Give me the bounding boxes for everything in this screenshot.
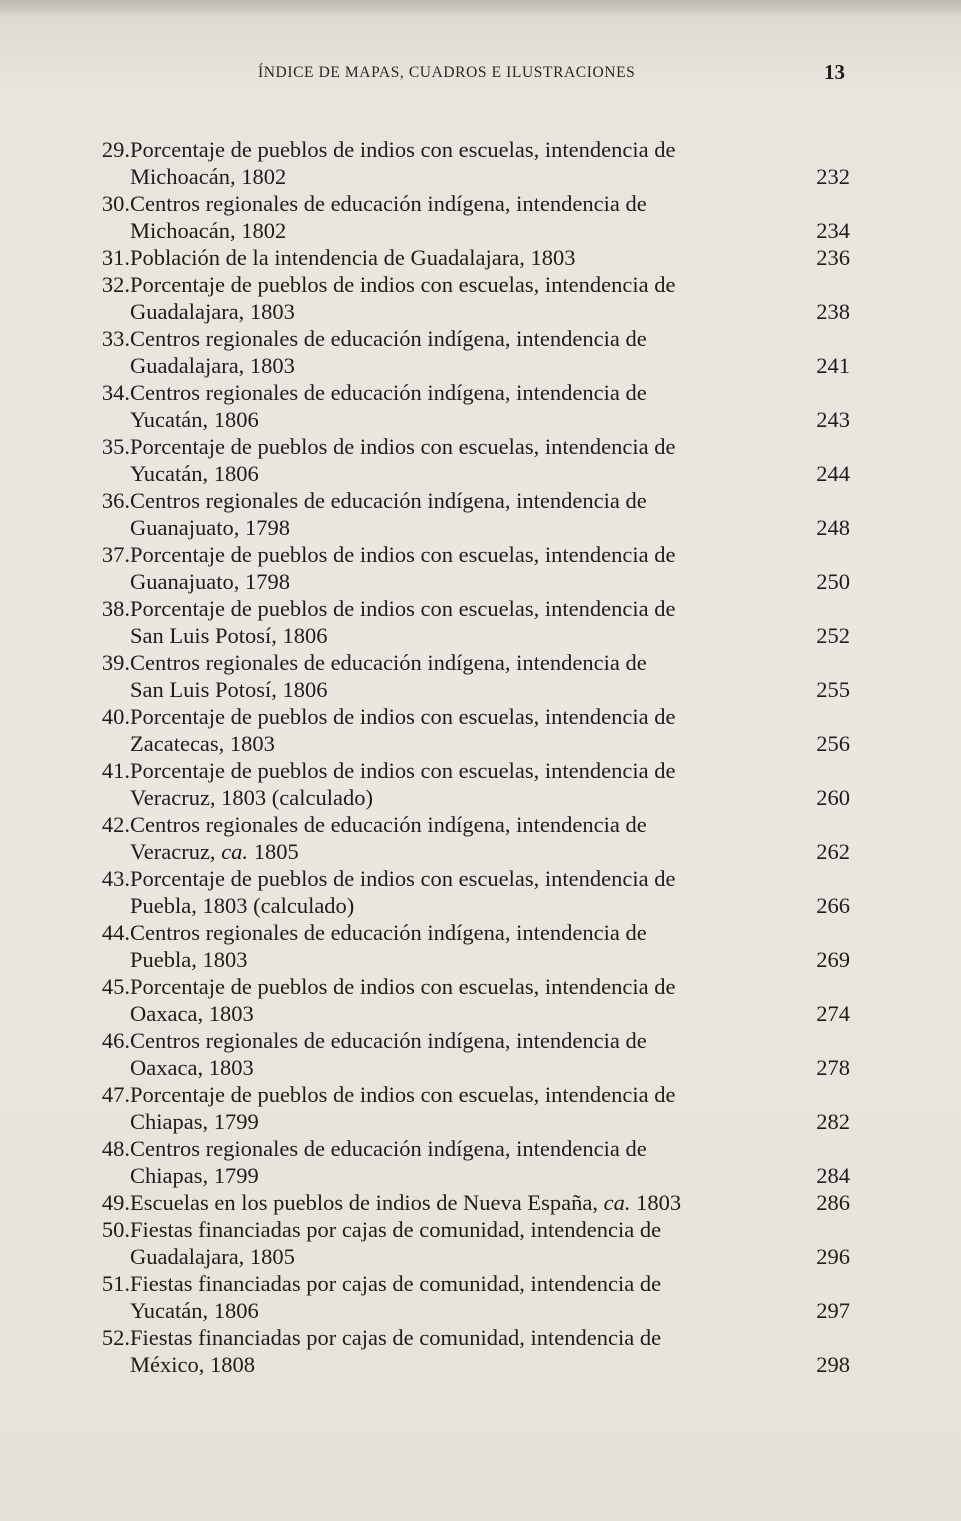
entry-line-2 bbox=[130, 352, 770, 379]
entry-line-2-text: Guadalajara, 1805 bbox=[130, 1244, 295, 1269]
toc-entry bbox=[96, 379, 852, 433]
entry-line-1-text: Fiestas financiadas por cajas de comunidad, intendencia de bbox=[130, 1217, 662, 1242]
toc-entry bbox=[96, 244, 852, 271]
toc-entry bbox=[96, 1270, 852, 1324]
entry-page: 278 bbox=[816, 1055, 850, 1080]
entry-number: 48. bbox=[101, 1136, 130, 1161]
entry-line-1 bbox=[130, 973, 770, 1000]
entry-page: 260 bbox=[816, 785, 850, 810]
entry-line-2 bbox=[130, 892, 770, 919]
entry-line-2-text: Yucatán, 1806 bbox=[130, 461, 259, 486]
entry-title bbox=[130, 1135, 770, 1189]
entry-title bbox=[130, 1081, 770, 1135]
entry-line-2-text: Yucatán, 1806 bbox=[130, 407, 259, 432]
entry-line-1 bbox=[130, 325, 770, 352]
entry-line-2 bbox=[130, 217, 770, 244]
toc-entry bbox=[96, 757, 852, 811]
entry-number: 45. bbox=[101, 974, 130, 999]
entry-line-1-text: Centros regionales de educación indígena, intendencia de bbox=[130, 488, 647, 513]
entry-page: 274 bbox=[816, 1001, 850, 1026]
entry-line-2-text: Yucatán, 1806 bbox=[130, 1298, 259, 1323]
entry-title bbox=[130, 811, 770, 865]
entry-title bbox=[130, 1270, 770, 1324]
entry-line-1-text: Porcentaje de pueblos de indios con escuelas, intendencia de bbox=[130, 542, 676, 567]
entry-title bbox=[130, 757, 770, 811]
entry-line-1-text: Centros regionales de educación indígena, intendencia de bbox=[130, 920, 647, 945]
entry-line-1 bbox=[130, 1270, 770, 1297]
entry-line-1-text: Porcentaje de pueblos de indios con escuelas, intendencia de bbox=[130, 137, 676, 162]
entry-page: 297 bbox=[816, 1298, 850, 1323]
entry-number: 31. bbox=[101, 245, 130, 270]
entry-line-2-text: Puebla, 1803 bbox=[130, 947, 248, 972]
entry-title bbox=[130, 325, 770, 379]
entry-number: 32. bbox=[101, 272, 130, 297]
entry-page: 236 bbox=[816, 245, 850, 270]
entry-title bbox=[130, 271, 770, 325]
entry-line-2 bbox=[130, 298, 770, 325]
toc-entry bbox=[96, 1324, 852, 1378]
entry-line-2-text: Guanajuato, 1798 bbox=[130, 515, 290, 540]
entry-page: 286 bbox=[816, 1190, 850, 1215]
entry-line-1-text: Porcentaje de pueblos de indios con escuelas, intendencia de bbox=[130, 1082, 676, 1107]
entry-number: 52. bbox=[101, 1325, 130, 1350]
entry-line-1-text: Población de la intendencia de Guadalajara, 1803 bbox=[130, 245, 576, 270]
entry-page: 269 bbox=[816, 947, 850, 972]
entry-line-1 bbox=[130, 1324, 770, 1351]
entry-line-2 bbox=[130, 622, 770, 649]
entry-line-2-text: Guadalajara, 1803 bbox=[130, 353, 295, 378]
entry-line-2 bbox=[130, 460, 770, 487]
entry-page: 252 bbox=[816, 623, 850, 648]
entry-line-1-text: Centros regionales de educación indígena, intendencia de bbox=[130, 191, 647, 216]
entry-line-2-text: Chiapas, 1799 bbox=[130, 1109, 259, 1134]
entry-line-2 bbox=[130, 838, 770, 865]
entry-number: 37. bbox=[101, 542, 130, 567]
entry-line-2 bbox=[130, 1297, 770, 1324]
entry-number: 47. bbox=[101, 1082, 130, 1107]
toc-entry bbox=[96, 1081, 852, 1135]
entry-page: 241 bbox=[816, 353, 850, 378]
entry-line-1 bbox=[130, 136, 770, 163]
entry-line-1-text: Porcentaje de pueblos de indios con escuelas, intendencia de bbox=[130, 704, 676, 729]
entry-line-1 bbox=[130, 649, 770, 676]
entry-line-2-text: San Luis Potosí, 1806 bbox=[130, 677, 328, 702]
entry-line-1 bbox=[130, 1135, 770, 1162]
entry-line-2 bbox=[130, 514, 770, 541]
entry-line-2-text: México, 1808 bbox=[130, 1352, 255, 1377]
entry-line-2 bbox=[130, 784, 770, 811]
entry-line-1 bbox=[130, 919, 770, 946]
entry-line-1-text: Escuelas en los pueblos de indios de Nueva España, bbox=[130, 1190, 604, 1215]
toc-entry bbox=[96, 595, 852, 649]
entry-line-1 bbox=[130, 541, 770, 568]
toc-entry bbox=[96, 1135, 852, 1189]
entry-line-2 bbox=[130, 1351, 770, 1378]
entry-page: 250 bbox=[816, 569, 850, 594]
entry-line-2-text: Puebla, 1803 (calculado) bbox=[130, 893, 355, 918]
entry-number: 42. bbox=[101, 812, 130, 837]
entry-line-2-text: Michoacán, 1802 bbox=[130, 218, 287, 243]
toc-entry bbox=[96, 649, 852, 703]
toc-entry bbox=[96, 865, 852, 919]
entry-line-2-text: Oaxaca, 1803 bbox=[130, 1001, 254, 1026]
entry-line-1 bbox=[130, 595, 770, 622]
toc-entry bbox=[96, 973, 852, 1027]
entry-line-1 bbox=[130, 271, 770, 298]
entry-page: 282 bbox=[816, 1109, 850, 1134]
toc-entry bbox=[96, 1216, 852, 1270]
entry-page: 243 bbox=[816, 407, 850, 432]
entry-title bbox=[130, 649, 770, 703]
page-top-edge bbox=[0, 0, 961, 18]
page-number: 13 bbox=[824, 60, 845, 84]
entry-title bbox=[130, 541, 770, 595]
entry-line-1 bbox=[130, 1189, 770, 1216]
toc-entry bbox=[96, 325, 852, 379]
entry-number: 29. bbox=[101, 137, 130, 162]
entry-line-2-after: 1805 bbox=[248, 839, 299, 864]
entry-line-1-text: Porcentaje de pueblos de indios con escuelas, intendencia de bbox=[130, 272, 676, 297]
toc-entry bbox=[96, 811, 852, 865]
entry-number: 34. bbox=[101, 380, 130, 405]
entry-line-2 bbox=[130, 676, 770, 703]
entry-line-1-text: Centros regionales de educación indígena, intendencia de bbox=[130, 326, 647, 351]
entry-number: 33. bbox=[101, 326, 130, 351]
entry-line-2 bbox=[130, 946, 770, 973]
entry-page: 296 bbox=[816, 1244, 850, 1269]
entry-number: 39. bbox=[101, 650, 130, 675]
entry-line-1-text: Centros regionales de educación indígena, intendencia de bbox=[130, 812, 647, 837]
entry-number: 35. bbox=[101, 434, 130, 459]
toc-entry bbox=[96, 1027, 852, 1081]
entry-line-1-text: Porcentaje de pueblos de indios con escuelas, intendencia de bbox=[130, 758, 676, 783]
entry-line-1-text: Porcentaje de pueblos de indios con escuelas, intendencia de bbox=[130, 974, 676, 999]
entry-line-2-text: Zacatecas, 1803 bbox=[130, 731, 275, 756]
entry-page: 256 bbox=[816, 731, 850, 756]
entry-line-1 bbox=[130, 244, 770, 271]
entry-line-1-text: Fiestas financiadas por cajas de comunidad, intendencia de bbox=[130, 1325, 662, 1350]
entry-number: 46. bbox=[101, 1028, 130, 1053]
entry-line-2 bbox=[130, 1243, 770, 1270]
entry-number: 50. bbox=[101, 1217, 130, 1242]
entry-page: 238 bbox=[816, 299, 850, 324]
entry-line-1 bbox=[130, 1216, 770, 1243]
entry-number: 44. bbox=[101, 920, 130, 945]
toc-entry bbox=[96, 271, 852, 325]
entry-number: 43. bbox=[101, 866, 130, 891]
entry-line-2-text: Oaxaca, 1803 bbox=[130, 1055, 254, 1080]
entry-title bbox=[130, 1027, 770, 1081]
entry-number: 38. bbox=[101, 596, 130, 621]
toc-entry bbox=[96, 190, 852, 244]
entry-line-1 bbox=[130, 433, 770, 460]
entry-line-2 bbox=[130, 730, 770, 757]
entry-number: 36. bbox=[101, 488, 130, 513]
entry-line-1-text: Porcentaje de pueblos de indios con escuelas, intendencia de bbox=[130, 596, 676, 621]
entry-line-1-text: Fiestas financiadas por cajas de comunidad, intendencia de bbox=[130, 1271, 662, 1296]
entry-title bbox=[130, 703, 770, 757]
entry-line-2-text: Chiapas, 1799 bbox=[130, 1163, 259, 1188]
entry-title bbox=[130, 973, 770, 1027]
entry-page: 262 bbox=[816, 839, 850, 864]
entry-line-1 bbox=[130, 487, 770, 514]
entry-line-1 bbox=[130, 757, 770, 784]
entry-line-1-italic: ca. bbox=[603, 1190, 631, 1215]
toc-entry bbox=[96, 487, 852, 541]
entry-line-1-text: Centros regionales de educación indígena, intendencia de bbox=[130, 1136, 647, 1161]
entry-line-1 bbox=[130, 1081, 770, 1108]
entry-title bbox=[130, 595, 770, 649]
entry-page: 266 bbox=[816, 893, 850, 918]
entry-page: 232 bbox=[816, 164, 850, 189]
entry-line-1 bbox=[130, 1027, 770, 1054]
entry-page: 234 bbox=[816, 218, 850, 243]
entry-line-1 bbox=[130, 379, 770, 406]
entry-line-2 bbox=[130, 1054, 770, 1081]
entry-title bbox=[130, 379, 770, 433]
toc-entry bbox=[96, 136, 852, 190]
entry-page: 298 bbox=[816, 1352, 850, 1377]
entry-line-1 bbox=[130, 703, 770, 730]
entry-title bbox=[130, 244, 770, 271]
entry-line-2 bbox=[130, 1000, 770, 1027]
running-header: ÍNDICE DE MAPAS, CUADROS E ILUSTRACIONES bbox=[258, 64, 636, 81]
entry-number: 49. bbox=[101, 1190, 130, 1215]
entry-line-2 bbox=[130, 406, 770, 433]
entry-line-2-text: San Luis Potosí, 1806 bbox=[130, 623, 328, 648]
entry-line-1 bbox=[130, 865, 770, 892]
entry-title bbox=[130, 1189, 770, 1216]
entry-page: 284 bbox=[816, 1163, 850, 1188]
entry-line-2 bbox=[130, 163, 770, 190]
entry-line-2 bbox=[130, 1108, 770, 1135]
entry-number: 51. bbox=[101, 1271, 130, 1296]
entry-line-2-text: Michoacán, 1802 bbox=[130, 164, 287, 189]
entry-title bbox=[130, 919, 770, 973]
entry-line-1-text: Centros regionales de educación indígena, intendencia de bbox=[130, 380, 647, 405]
entry-page: 248 bbox=[816, 515, 850, 540]
entry-number: 41. bbox=[101, 758, 130, 783]
toc-entry bbox=[96, 1189, 852, 1216]
toc-entry bbox=[96, 433, 852, 487]
entry-title bbox=[130, 433, 770, 487]
entry-line-1-text: Centros regionales de educación indígena, intendencia de bbox=[130, 650, 647, 675]
entry-number: 30. bbox=[101, 191, 130, 216]
toc-entry bbox=[96, 703, 852, 757]
entry-line-1-text: Porcentaje de pueblos de indios con escuelas, intendencia de bbox=[130, 866, 676, 891]
toc-entry bbox=[96, 541, 852, 595]
entry-page: 244 bbox=[816, 461, 850, 486]
entry-line-2-text: Veracruz, 1803 (calculado) bbox=[130, 785, 373, 810]
entry-title bbox=[130, 136, 770, 190]
entry-line-2 bbox=[130, 1162, 770, 1189]
entry-line-1-text: Centros regionales de educación indígena, intendencia de bbox=[130, 1028, 647, 1053]
entry-title bbox=[130, 1324, 770, 1378]
entry-line-1-text: Porcentaje de pueblos de indios con escuelas, intendencia de bbox=[130, 434, 676, 459]
entry-line-2-text: Guadalajara, 1803 bbox=[130, 299, 295, 324]
entry-line-1 bbox=[130, 190, 770, 217]
entry-line-2 bbox=[130, 568, 770, 595]
entry-title bbox=[130, 487, 770, 541]
toc-entry bbox=[96, 919, 852, 973]
entry-line-1-after: 1803 bbox=[630, 1190, 682, 1215]
entry-title bbox=[130, 190, 770, 244]
entry-page: 255 bbox=[816, 677, 850, 702]
entry-number: 40. bbox=[101, 704, 130, 729]
entry-line-2-italic: ca. bbox=[221, 839, 249, 864]
entry-title bbox=[130, 1216, 770, 1270]
entry-line-2-text: Veracruz, bbox=[130, 839, 222, 864]
entry-line-1 bbox=[130, 811, 770, 838]
entry-line-2-text: Guanajuato, 1798 bbox=[130, 569, 290, 594]
table-of-contents bbox=[96, 136, 852, 1378]
entry-title bbox=[130, 865, 770, 919]
